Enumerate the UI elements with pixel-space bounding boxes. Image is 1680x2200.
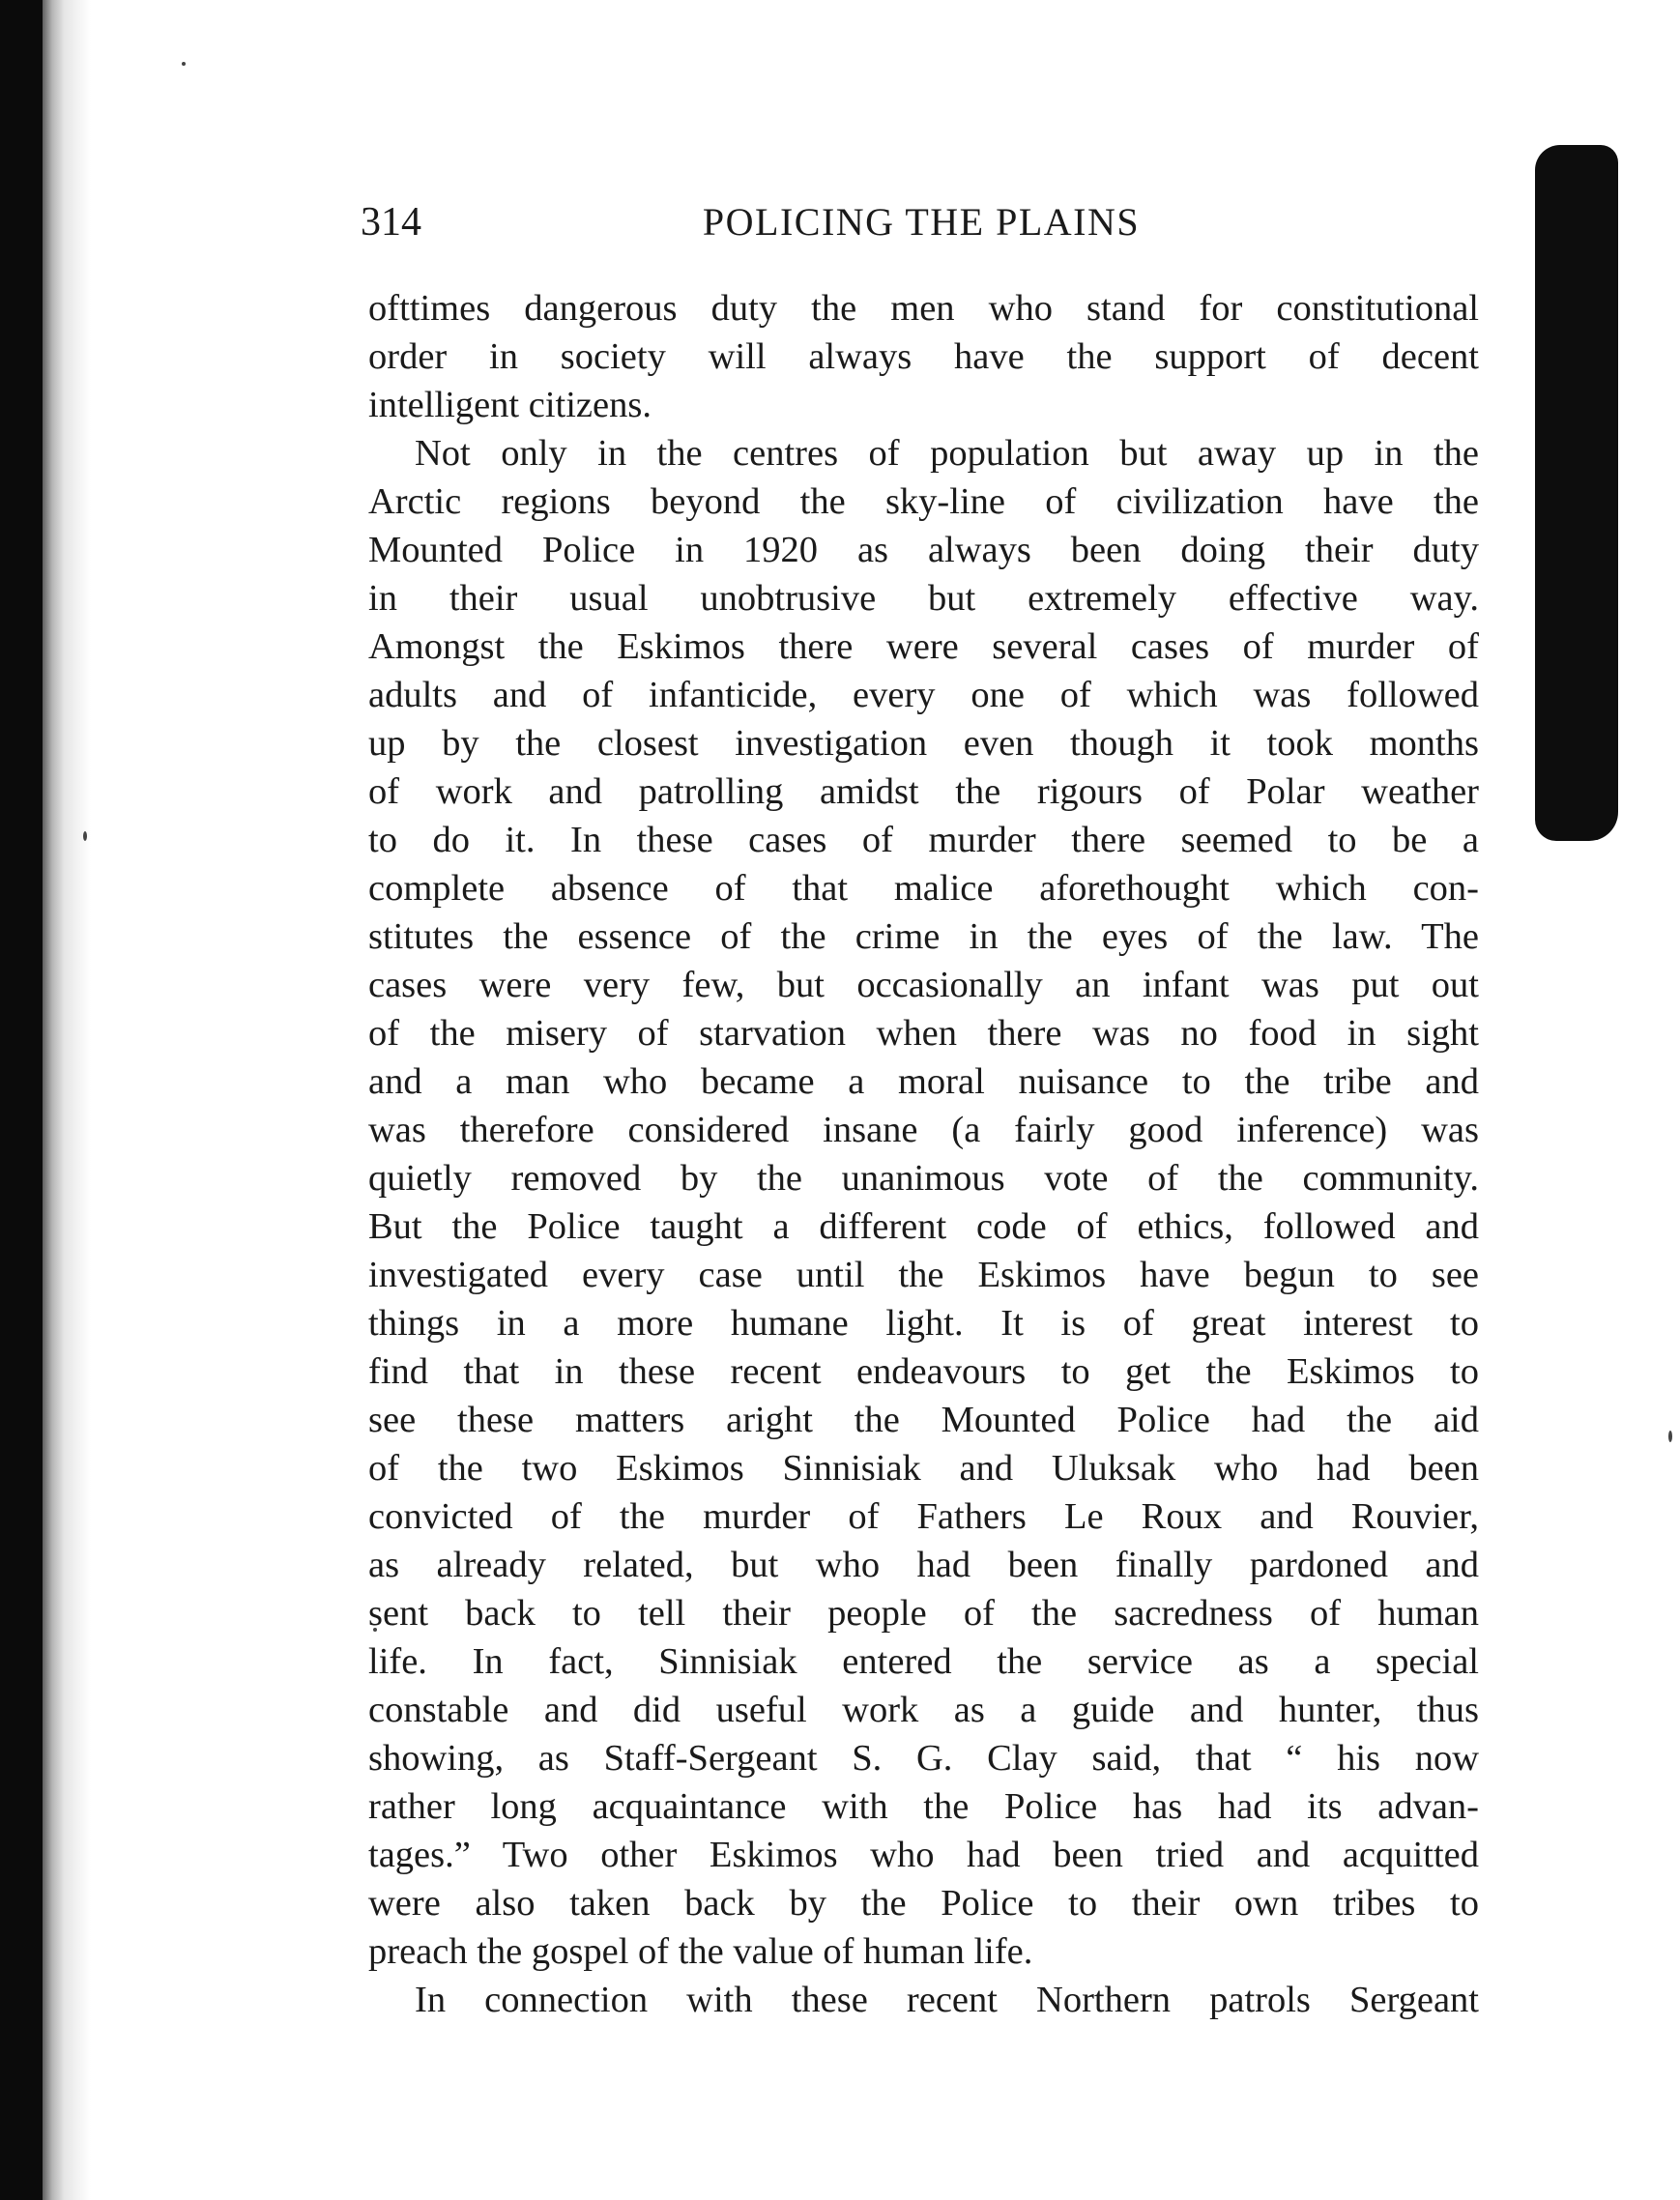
text-line: things in a more humane light. It is of great interest to — [368, 1303, 1479, 1344]
scan-speck — [1668, 1431, 1672, 1442]
running-head: POLICING THE PLAINS — [702, 200, 1141, 244]
text-line: life. In fact, Sinnisiak entered the service as a special — [368, 1641, 1479, 1682]
text-line: sent back to tell their people of the sacredness of human — [368, 1593, 1479, 1634]
text-line: Arctic regions beyond the sky-line of civilization have the — [368, 481, 1479, 522]
text-line: quietly removed by the unanimous vote of the community. — [368, 1158, 1479, 1199]
text-line: of the misery of starvation when there was no food in sight — [368, 1013, 1479, 1054]
text-line: rather long acquaintance with the Police has had its advan- — [368, 1786, 1479, 1827]
scan-speck — [83, 831, 87, 841]
text-line: order in society will always have the support of decent — [368, 336, 1479, 377]
text-line: complete absence of that malice aforethought which con- — [368, 868, 1479, 909]
text-line: in their usual unobtrusive but extremely effective way. — [368, 578, 1479, 619]
text-line: to do it. In these cases of murder there seemed to be a — [368, 820, 1479, 860]
text-line: intelligent citizens. — [368, 385, 652, 425]
text-line: as already related, but who had been finally pardoned and — [368, 1545, 1479, 1585]
text-line: cases were very few, but occasionally an infant was put out — [368, 965, 1479, 1005]
text-line: of the two Eskimos Sinnisiak and Uluksak who had been — [368, 1448, 1479, 1489]
binding-shadow-edge — [43, 0, 91, 2200]
text-line: find that in these recent endeavours to get the Eskimos to — [368, 1351, 1479, 1392]
text-line: stitutes the essence of the crime in the eyes of the law. The — [368, 916, 1479, 957]
text-line: tages.” Two other Eskimos who had been tried and acquitted — [368, 1835, 1479, 1875]
body-text — [368, 284, 1479, 2024]
text-line: were also taken back by the Police to their own tribes to — [368, 1883, 1479, 1924]
text-line: was therefore considered insane (a fairly good inference) was — [368, 1110, 1479, 1150]
page-edge-mark — [1535, 145, 1618, 841]
text-line: showing, as Staff-Sergeant S. G. Clay said, that “ his now — [368, 1738, 1479, 1779]
scan-speck — [182, 62, 186, 66]
text-line: ofttimes dangerous duty the men who stand for constitutional — [368, 288, 1479, 329]
text-line: Mounted Police in 1920 as always been doing their duty — [368, 530, 1479, 570]
text-line: investigated every case until the Eskimos have begun to see — [368, 1255, 1479, 1295]
page-header — [361, 193, 1482, 251]
text-line: But the Police taught a different code of ethics, followed and — [368, 1206, 1479, 1247]
text-line: Amongst the Eskimos there were several cases of murder of — [368, 626, 1479, 667]
text-line: preach the gospel of the value of human life. — [368, 1931, 1033, 1972]
text-line: constable and did useful work as a guide and hunter, thus — [368, 1690, 1479, 1730]
text-line: convicted of the murder of Fathers Le Roux and Rouvier, — [368, 1496, 1479, 1537]
text-line: and a man who became a moral nuisance to the tribe and — [368, 1061, 1479, 1102]
page-number: 314 — [361, 200, 421, 245]
text-line: see these matters aright the Mounted Police had the aid — [368, 1400, 1479, 1440]
text-line: In connection with these recent Northern patrols Sergeant — [415, 1980, 1479, 2020]
text-line: up by the closest investigation even though it took months — [368, 723, 1479, 764]
text-line: of work and patrolling amidst the rigours of Polar weather — [368, 771, 1479, 812]
text-line: Not only in the centres of population but away up in the — [415, 433, 1479, 474]
text-line: adults and of infanticide, every one of which was followed — [368, 675, 1479, 715]
binding-shadow — [0, 0, 43, 2200]
